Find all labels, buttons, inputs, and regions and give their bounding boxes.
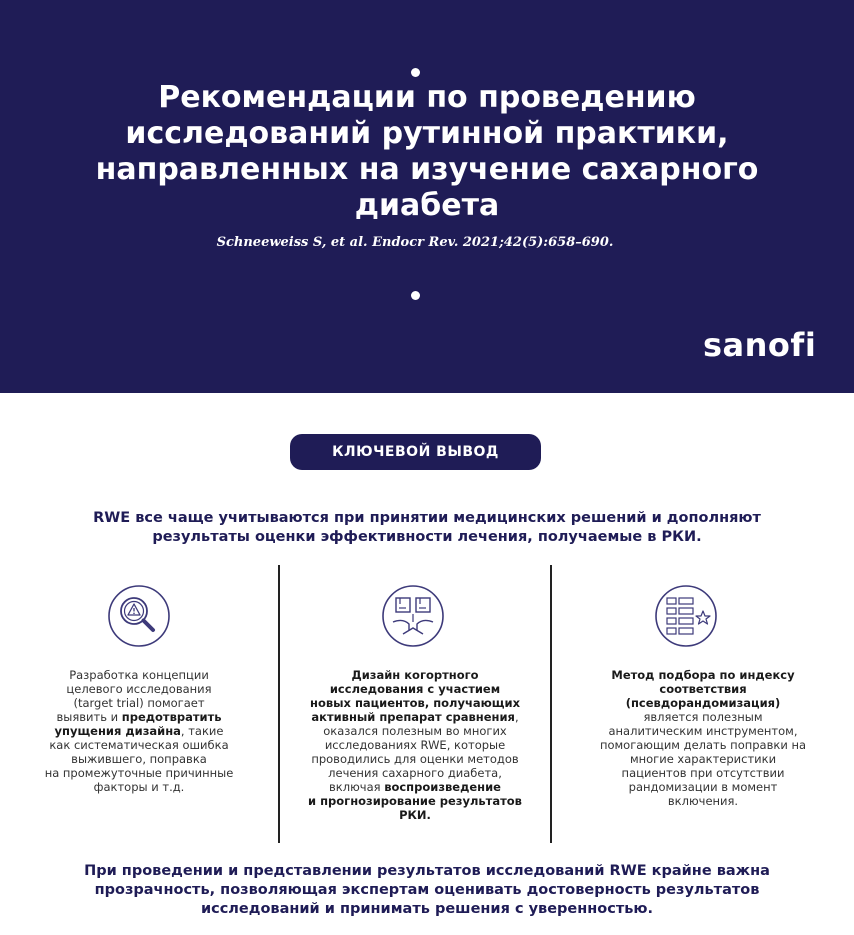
column-text-line: [572, 766, 834, 780]
matching-list-icon: [654, 584, 718, 648]
bold-text: упущения дизайна: [54, 724, 181, 738]
column-text: [290, 668, 540, 822]
conclusion-line: прозрачность, позволяющая экспертам оценивать достоверность результатов: [94, 882, 760, 898]
plain-text: включая: [329, 780, 385, 794]
column-text-line: [572, 752, 834, 766]
bold-text: активный препарат сравнения: [311, 710, 515, 724]
title-line: Рекомендации по проведению: [158, 80, 696, 115]
bold-text: предотвратить: [121, 710, 222, 724]
bullet-dot-top: [411, 68, 420, 77]
page-title: [40, 80, 814, 224]
column-text-line: [30, 710, 248, 724]
column-text-line: [572, 682, 834, 696]
plain-text: пациентов при отсутствии: [621, 766, 785, 780]
column-text-line: [290, 752, 540, 766]
plain-text: как систематическая ошибка: [49, 738, 229, 752]
key-finding-label: КЛЮЧЕВОЙ ВЫВОД: [290, 434, 541, 470]
plain-text: (target trial) помогает: [73, 696, 205, 710]
column-text-line: [30, 668, 248, 682]
intro-line: результаты оценки эффективности лечения, получаемые в РКИ.: [152, 529, 702, 545]
column-text-line: [290, 696, 540, 710]
column-divider: [550, 565, 552, 843]
column-text-line: [290, 766, 540, 780]
column-text-line: [572, 794, 834, 808]
magnifier-warning-icon: [107, 584, 171, 648]
plain-text: проводились для оценки методов: [311, 752, 519, 766]
column-text-line: [30, 752, 248, 766]
column-text-line: [290, 738, 540, 752]
column-text-line: [572, 696, 834, 710]
plain-text: выжившего, поправка: [71, 752, 207, 766]
plain-text: включения.: [667, 794, 739, 808]
plain-text: выявить и: [56, 710, 122, 724]
sanofi-logo: sanofi: [703, 326, 817, 364]
citation: Schneeweiss S, et al. Endocr Rev. 2021;42(5):658–690.: [216, 235, 614, 250]
column-text-line: [572, 668, 834, 682]
column-text-line: [290, 710, 540, 724]
title-line: направленных на изучение сахарного: [95, 152, 759, 187]
column-text-line: [572, 724, 834, 738]
conclusion-text: [40, 862, 814, 919]
plain-text: многие характеристики: [629, 752, 777, 766]
plain-text: лечения сахарного диабета,: [328, 766, 502, 780]
column-text-line: [30, 696, 248, 710]
column-text: [30, 668, 248, 794]
column-text-line: [290, 668, 540, 682]
plain-text: , такие: [180, 724, 224, 738]
column-text-line: [30, 780, 248, 794]
plain-text: рандомизации в момент: [628, 780, 778, 794]
bold-text: исследования с участием: [329, 682, 501, 696]
intro-line: RWE все чаще учитываются при принятии медицинских решений и дополняют: [93, 510, 761, 526]
column-text-line: [572, 780, 834, 794]
bold-text: и прогнозирование результатов: [308, 794, 522, 808]
bold-text: Дизайн когортного: [351, 668, 479, 682]
plain-text: Разработка концепции: [69, 668, 209, 682]
plain-text: исследованиях RWE, которые: [324, 738, 506, 752]
plain-text: оказался полезным во многих: [323, 724, 507, 738]
cohort-boxes-icon: [381, 584, 445, 648]
plain-text: ,: [514, 710, 519, 724]
bold-text: воспроизведение: [384, 780, 501, 794]
column-text-line: [572, 710, 834, 724]
plain-text: является полезным: [643, 710, 763, 724]
column-divider: [278, 565, 280, 843]
bold-text: соответствия: [659, 682, 747, 696]
column-text: [572, 668, 834, 808]
bold-text: (псевдорандомизация): [625, 696, 781, 710]
plain-text: целевого исследования: [66, 682, 212, 696]
header-banner: [0, 0, 854, 393]
bold-text: новых пациентов, получающих: [310, 696, 520, 710]
conclusion-line: исследований и принимать решения с уверенностью.: [200, 901, 654, 917]
column-text-line: [30, 682, 248, 696]
plain-text: помогающим делать поправки на: [599, 738, 807, 752]
plain-text: аналитическим инструментом,: [608, 724, 798, 738]
title-line: исследований рутинной практики,: [125, 116, 729, 151]
column-text-line: [290, 794, 540, 808]
bullet-dot-bottom: [411, 291, 420, 300]
column-text-line: [290, 808, 540, 822]
conclusion-line: При проведении и представлении результатов исследований RWE крайне важна: [84, 863, 770, 879]
column-text-line: [290, 780, 540, 794]
column-text-line: [290, 682, 540, 696]
intro-text: [40, 509, 814, 547]
column-text-line: [572, 738, 834, 752]
plain-text: факторы и т.д.: [93, 780, 185, 794]
bold-text: РКИ.: [399, 808, 431, 822]
bold-text: Метод подбора по индексу: [611, 668, 795, 682]
title-line: диабета: [354, 188, 500, 223]
column-text-line: [290, 724, 540, 738]
plain-text: на промежуточные причинные: [44, 766, 234, 780]
column-text-line: [30, 738, 248, 752]
column-text-line: [30, 724, 248, 738]
column-text-line: [30, 766, 248, 780]
